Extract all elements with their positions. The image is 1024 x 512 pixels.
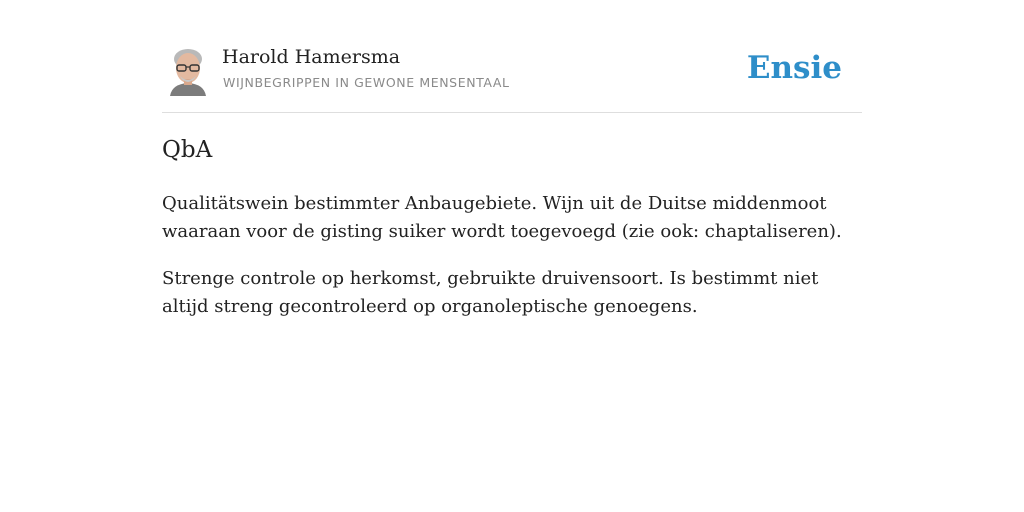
- content-container: [162, 0, 862, 317]
- author-tagline: WIJNBEGRIPPEN IN GEWONE MENSENTAAL: [223, 75, 510, 90]
- definition-paragraph: Strenge controle op herkomst, gebruikte druivensoort. Is bestimmt niet altijd streng gecontroleerd op organoleptische genoegens.: [162, 268, 819, 317]
- definition-paragraph: Qualitätswein bestimmter Anbaugebiete. Wijn uit de Duitse middenmoot waaraan voor de gisting suiker wordt toegevoegd (zie ook: chaptaliseren).: [162, 193, 842, 242]
- ensie-logo[interactable]: Ensie: [746, 50, 842, 86]
- term-title: QbA: [162, 137, 213, 163]
- author-avatar[interactable]: [166, 46, 210, 96]
- header: [162, 0, 862, 113]
- author-name[interactable]: Harold Hamersma: [222, 46, 401, 68]
